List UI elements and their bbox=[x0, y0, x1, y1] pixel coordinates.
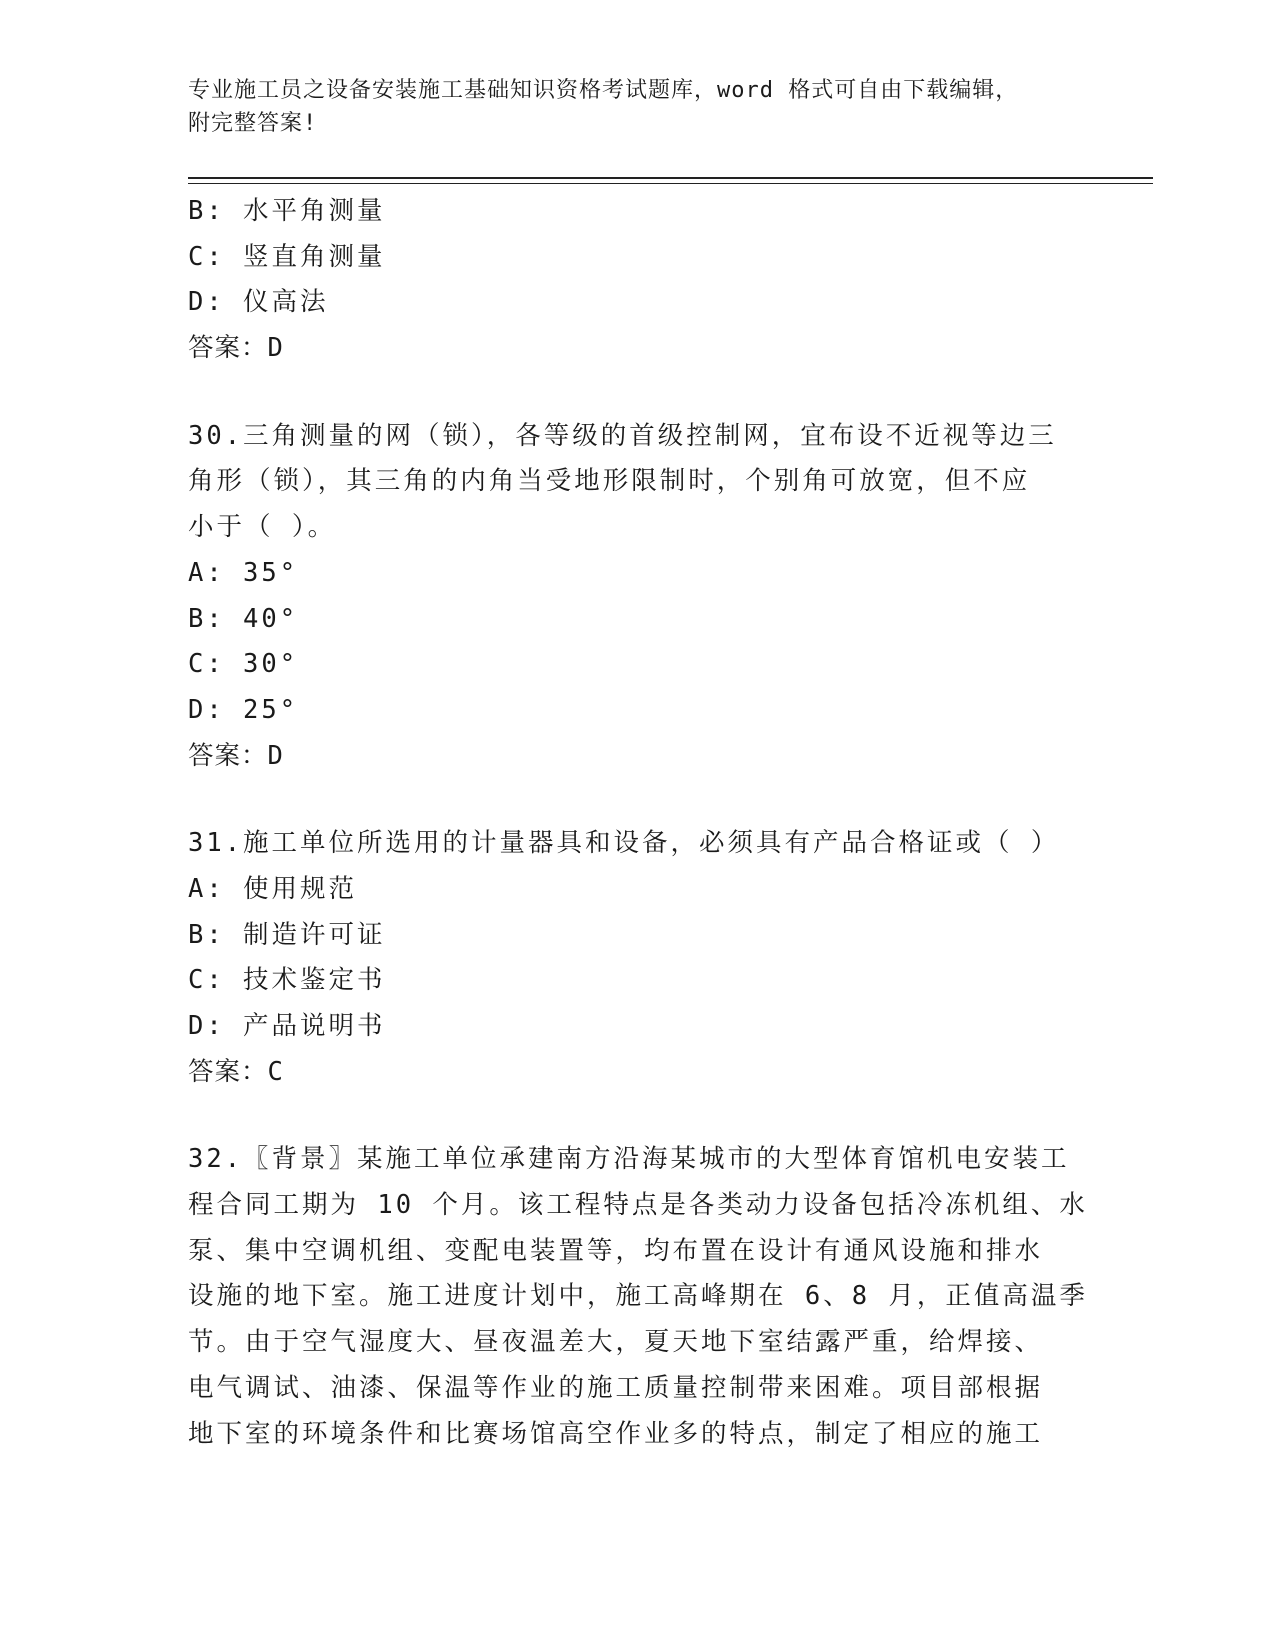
question-stem-line: 节。由于空气湿度大、昼夜温差大，夏天地下室结露严重，给焊接、 bbox=[188, 1327, 1044, 1358]
header-line-2: 附完整答案! bbox=[188, 111, 318, 136]
option-d: D: 仪高法 bbox=[188, 287, 329, 318]
header-divider-thin bbox=[188, 183, 1153, 184]
option-a: A: 使用规范 bbox=[188, 873, 358, 904]
question-stem-line: 程合同工期为 10 个月。该工程特点是各类动力设备包括冷冻机组、水 bbox=[188, 1190, 1088, 1221]
question-29-tail bbox=[188, 189, 1078, 372]
document-body bbox=[188, 189, 1088, 1457]
question-stem-line: 小于（ ）。 bbox=[188, 512, 337, 543]
question-stem-line: 泵、集中空调机组、变配电装置等，均布置在设计有通风设施和排水 bbox=[188, 1235, 1044, 1266]
answer-line: 答案：C bbox=[188, 1056, 284, 1087]
question-31 bbox=[188, 821, 1078, 1095]
question-stem-line: 30.三角测量的网（锁），各等级的首级控制网，宜布设不近视等边三 bbox=[188, 420, 1057, 451]
question-32 bbox=[188, 1137, 1088, 1457]
option-c: C: 竖直角测量 bbox=[188, 241, 386, 272]
option-b: B: 40° bbox=[188, 603, 299, 634]
option-b: B: 水平角测量 bbox=[188, 196, 386, 226]
option-a: A: 35° bbox=[188, 557, 299, 588]
document-header bbox=[188, 74, 1068, 140]
question-stem-line: 31.施工单位所选用的计量器具和设备，必须具有产品合格证或（ ） bbox=[188, 828, 1060, 859]
question-stem-line: 电气调试、油漆、保温等作业的施工质量控制带来困难。项目部根据 bbox=[188, 1372, 1044, 1403]
header-divider-thick bbox=[188, 177, 1153, 179]
question-stem-line: 角形（锁），其三角的内角当受地形限制时，个别角可放宽，但不应 bbox=[188, 466, 1031, 497]
option-d: D: 25° bbox=[188, 694, 299, 725]
option-c: C: 30° bbox=[188, 649, 299, 680]
question-stem-line: 32.〖背景〗某施工单位承建南方沿海某城市的大型体育馆机电安装工 bbox=[188, 1144, 1070, 1175]
question-stem-line: 地下室的环境条件和比赛场馆高空作业多的特点，制定了相应的施工 bbox=[188, 1418, 1044, 1449]
option-d: D: 产品说明书 bbox=[188, 1011, 386, 1041]
answer-line: 答案：D bbox=[188, 740, 284, 771]
answer-line: 答案：D bbox=[188, 333, 284, 364]
header-line-1: 专业施工员之设备安装施工基础知识资格考试题库，word 格式可自由下载编辑， bbox=[188, 78, 1019, 103]
question-30 bbox=[188, 414, 1078, 780]
option-b: B: 制造许可证 bbox=[188, 919, 386, 950]
option-c: C: 技术鉴定书 bbox=[188, 965, 386, 996]
question-stem-line: 设施的地下室。施工进度计划中，施工高峰期在 6、8 月，正值高温季 bbox=[188, 1281, 1088, 1312]
